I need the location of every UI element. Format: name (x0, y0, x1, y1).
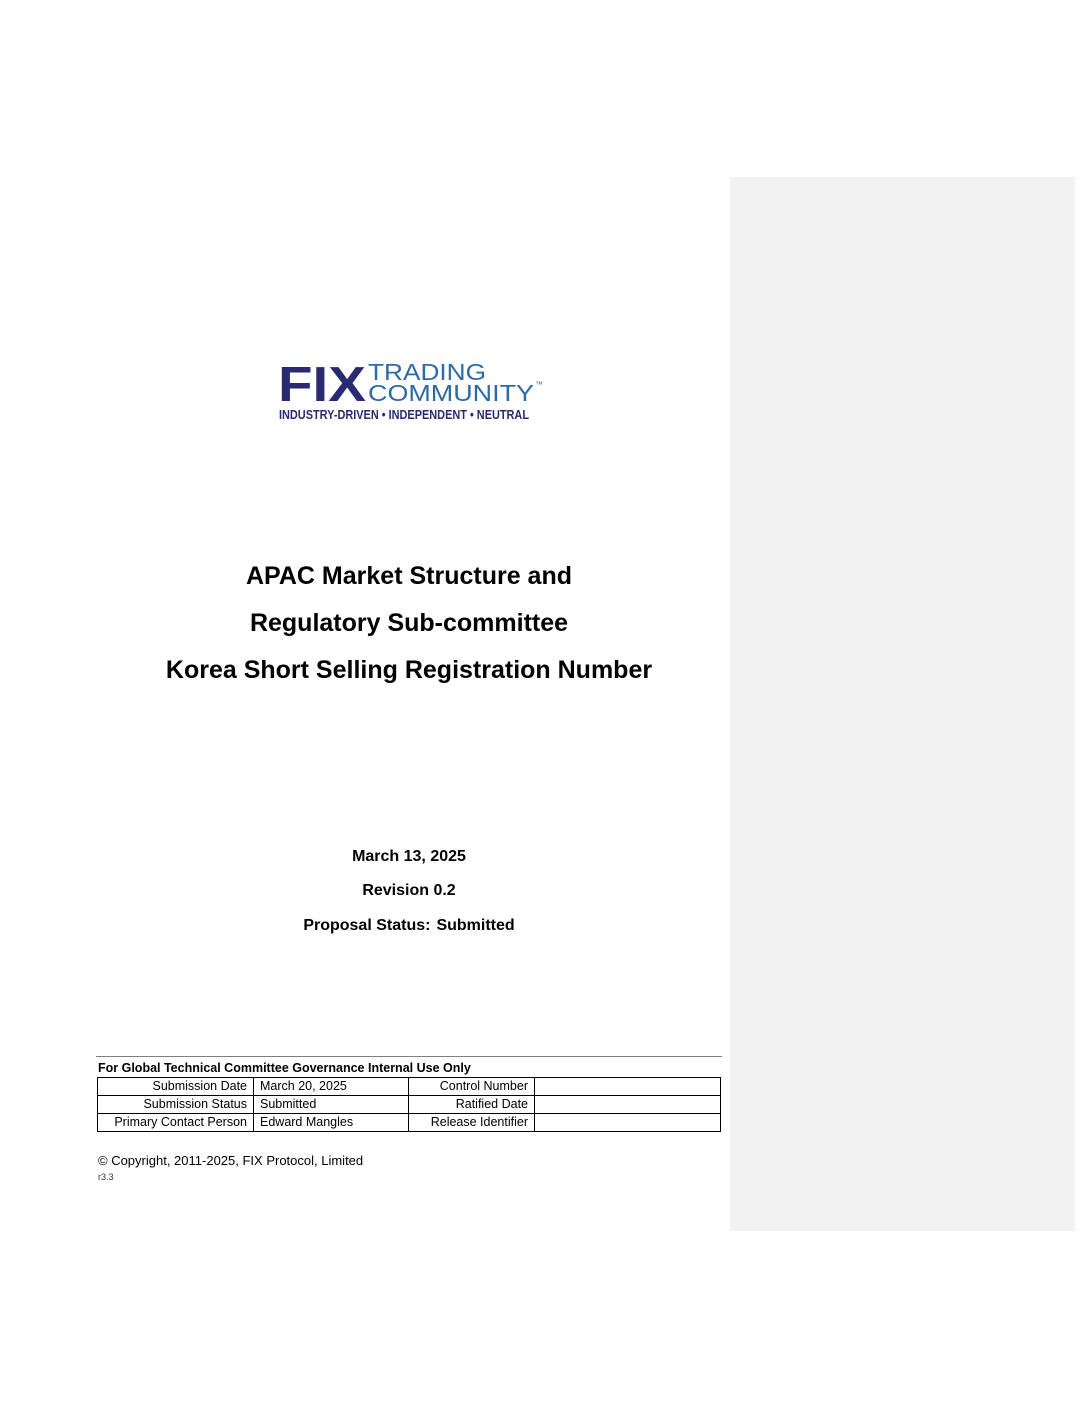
submission-date-label: Submission Date (98, 1078, 254, 1096)
logo-line-trading: TRADING (368, 360, 486, 385)
title-line-2: Regulatory Sub-committee (249, 609, 569, 637)
release-identifier-label: Release Identifier (409, 1114, 535, 1132)
table-row (98, 1114, 721, 1132)
document-date: March 13, 2025 (352, 848, 466, 865)
proposal-status-label: Proposal Status: (303, 917, 431, 934)
governance-table (97, 1077, 721, 1132)
submission-date-value: March 20, 2025 (254, 1078, 409, 1096)
release-identifier-value (535, 1114, 721, 1132)
logo-trademark: ™ (535, 380, 543, 389)
governance-divider (96, 1056, 722, 1057)
logo-line-community: COMMUNITY (368, 380, 534, 406)
control-number-label: Control Number (409, 1078, 535, 1096)
ratified-date-value (535, 1096, 721, 1114)
document-revision: Revision 0.2 (362, 882, 456, 899)
table-row (98, 1078, 721, 1096)
ratified-date-label: Ratified Date (409, 1096, 535, 1114)
submission-status-value: Submitted (254, 1096, 409, 1114)
logo-mark: FIX (278, 360, 367, 412)
title-line-3: Korea Short Selling Registration Number (165, 656, 653, 684)
template-revision-code: r3.3 (98, 1172, 114, 1182)
table-row (98, 1096, 721, 1114)
title-line-1: APAC Market Structure and (246, 562, 572, 590)
control-number-value (535, 1078, 721, 1096)
proposal-status-value: Submitted (436, 917, 515, 934)
submission-status-label: Submission Status (98, 1096, 254, 1114)
fix-trading-community-logo (278, 360, 548, 424)
proposal-status (96, 916, 722, 936)
governance-heading: For Global Technical Committee Governance Internal Use Only (98, 1061, 471, 1075)
primary-contact-value: Edward Mangles (254, 1114, 409, 1132)
copyright-notice: © Copyright, 2011-2025, FIX Protocol, Limited (98, 1153, 364, 1168)
comment-pane (730, 177, 1075, 1231)
logo-tagline: INDUSTRY-DRIVEN • INDEPENDENT • NEUTRAL (279, 408, 530, 422)
primary-contact-label: Primary Contact Person (98, 1114, 254, 1132)
